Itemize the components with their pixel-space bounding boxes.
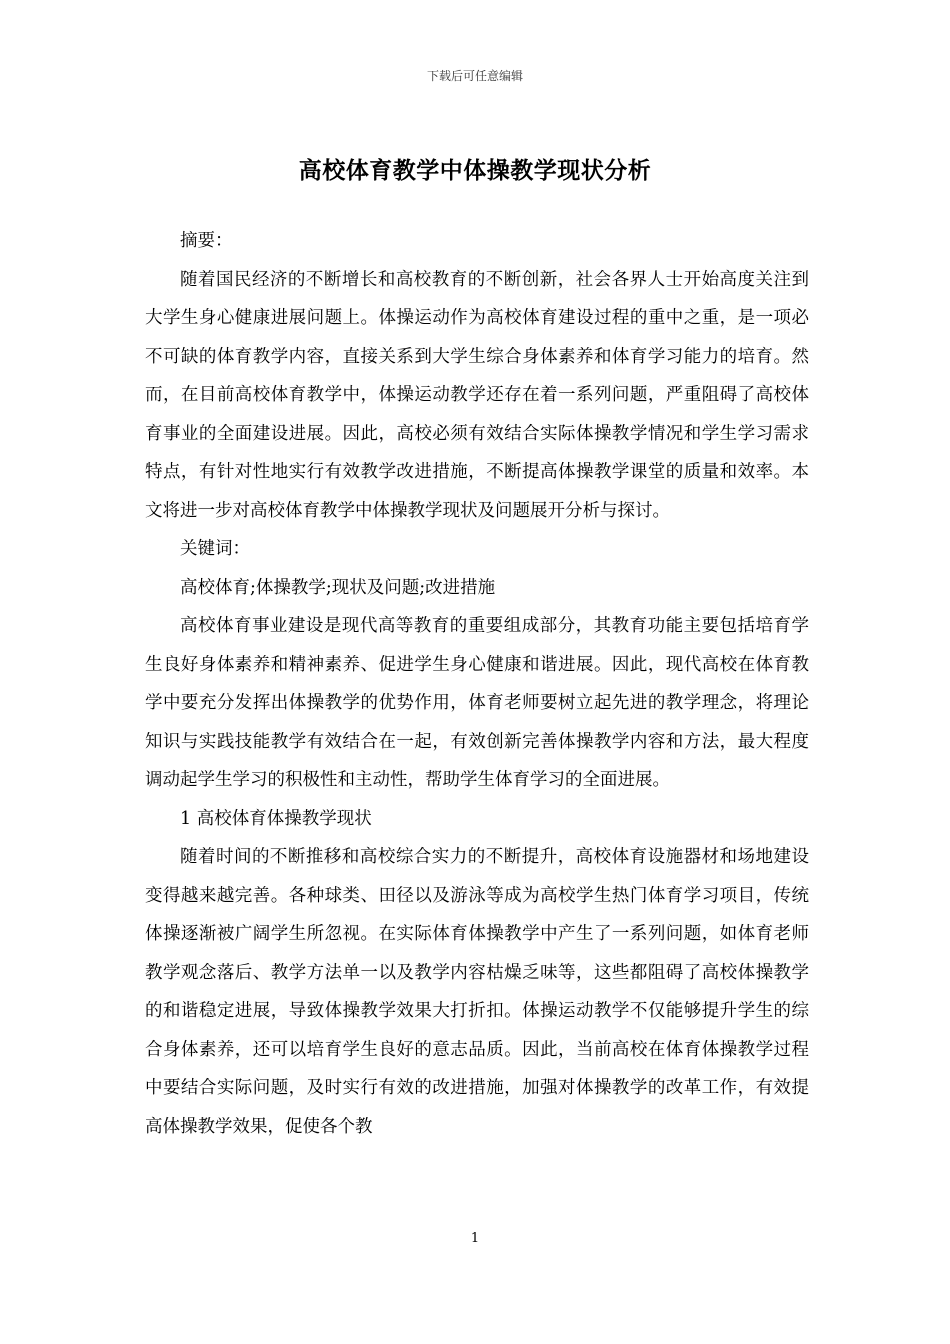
abstract-paragraph: 随着国民经济的不断增长和高校教育的不断创新，社会各界人士开始高度关注到大学生身心健康进展问题上。体操运动作为高校体育建设过程的重中之重，是一项必不可缺的体育教学内容，直接关系到大学生综合身体素养和体育学习能力的培育。然而，在目前高校体育教学中，体操运动教学还存在着一系列问题，严重阻碍了高校体育事业的全面建设进展。因此，高校必须有效结合实际体操教学情况和学生学习需求特点，有针对性地实行有效教学改进措施，不断提高体操教学课堂的质量和效率。本文将进一步对高校体育教学中体操教学现状及问题展开分析与探讨。 [145, 269, 809, 521]
page-number: 1 [470, 1231, 480, 1246]
header-note: 下载后可任意编辑 [426, 69, 523, 83]
section-1-paragraph: 随着时间的不断推移和高校综合实力的不断提升，高校体育设施器材和场地建设变得越来越完善。各种球类、田径以及游泳等成为高校学生热门体育学习项目，传统体操逐渐被广阔学生所忽视。在实际体育体操教学中产生了一系列问题，如体育老师教学观念落后、教学方法单一以及教学内容枯燥乏味等，这些都阻碍了高校体操教学的和谐稳定进展，导致体操教学效果大打折扣。体操运动教学不仅能够提升学生的综合身体素养，还可以培育学生良好的意志品质。因此，当前高校在体育体操教学过程中要结合实际问题，及时实行有效的改进措施，加强对体操教学的改革工作，有效提高体操教学效果，促使各个教 [145, 847, 809, 1137]
document-title: 高校体育教学中体操教学现状分析 [298, 157, 652, 184]
document-body [145, 222, 809, 1146]
keywords-list: 高校体育;体操教学;现状及问题;改进措施 [180, 577, 496, 598]
abstract-heading: 摘要： [180, 231, 233, 251]
intro-paragraph: 高校体育事业建设是现代高等教育的重要组成部分，其教育功能主要包括培育学生良好身体素养和精神素养、促进学生身心健康和谐进展。因此，现代高校在体育教学中要充分发挥出体操教学的优势作用，体育老师要树立起先进的教学理念，将理论知识与实践技能教学有效结合在一起，有效创新完善体操教学内容和方法，最大程度调动起学生学习的积极性和主动性，帮助学生体育学习的全面进展。 [145, 616, 809, 790]
section-heading-1: 1 高校体育体操教学现状 [180, 808, 372, 829]
keywords-heading: 关键词： [180, 539, 250, 559]
